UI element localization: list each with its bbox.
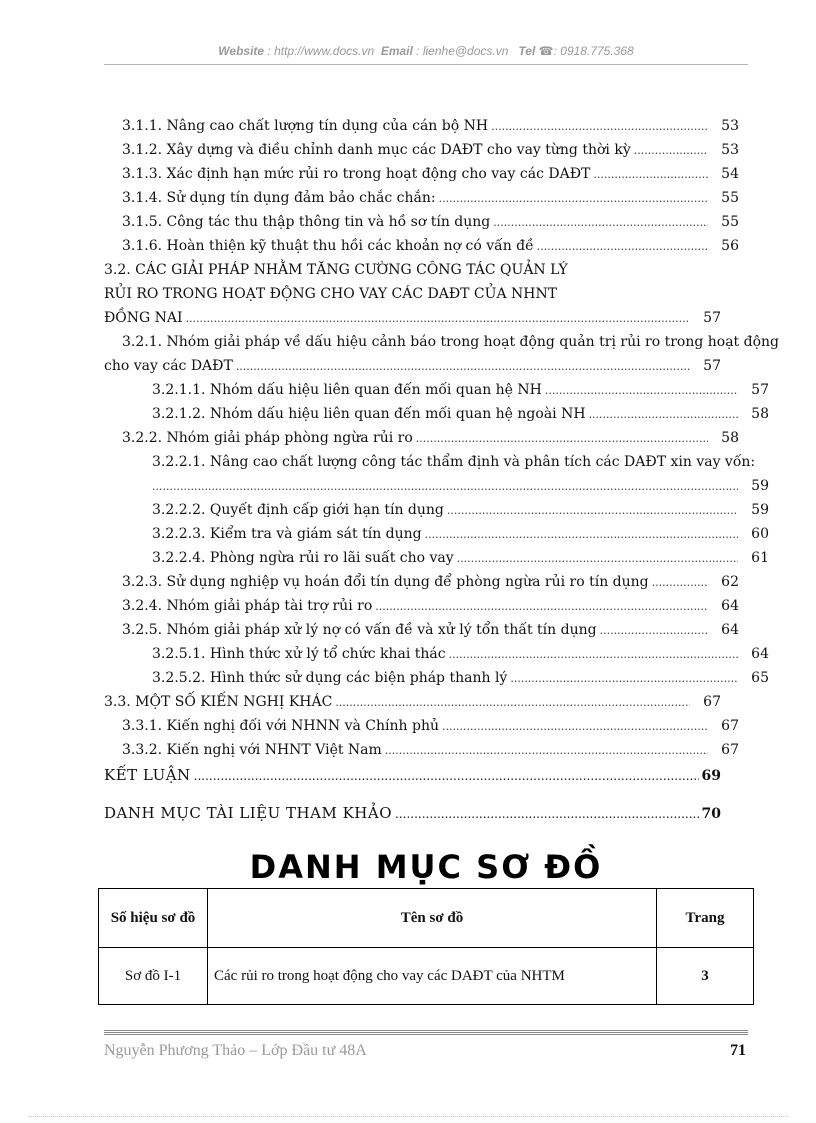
toc-leader [447, 502, 738, 518]
toc-entry [104, 622, 739, 646]
toc-entry-text: 3.3. MỘT SỐ KIẾN NGHỊ KHÁC [104, 694, 333, 710]
toc-leader [442, 718, 708, 734]
toc-entry-page: 59 [751, 478, 769, 494]
figures-section-title: DANH MỤC SƠ ĐỒ [249, 848, 603, 886]
toc-leader [395, 804, 699, 822]
toc-entry-page: 64 [721, 598, 739, 614]
toc-leader [589, 406, 738, 422]
website-label: Website [218, 44, 265, 58]
toc-leader [634, 142, 708, 158]
toc-entry-text: 3.2.3. Sử dụng nghiệp vụ hoán đổi tín dụng để phòng ngừa rủi ro tín dụng [122, 574, 649, 590]
toc-leader [385, 742, 708, 758]
footer-page-number: 71 [730, 1042, 746, 1059]
toc-entry-page: 64 [751, 646, 769, 662]
website-value: : http://www.docs.vn [267, 44, 375, 58]
toc-leader [449, 646, 738, 662]
toc-entry [104, 214, 739, 238]
toc-entry-text: 3.1.3. Xác định hạn mức rủi ro trong hoạt động cho vay các DAĐT [122, 166, 591, 182]
toc-entry-text-line1: 3.2.2.1. Nâng cao chất lượng công tác thẩm định và phân tích các DAĐT xin vay vốn: [152, 454, 756, 470]
toc-entry-references [104, 804, 721, 842]
toc-entry [104, 142, 739, 166]
toc-leader [600, 622, 708, 638]
toc-leader [375, 598, 708, 614]
toc-leader [537, 238, 708, 254]
toc-entry [104, 430, 739, 454]
toc-entry-conclusion [104, 766, 721, 804]
toc-entry [104, 166, 739, 190]
toc-entry-page: 53 [721, 142, 739, 158]
toc-entry-page: 62 [721, 574, 739, 590]
email-value: : lienhe@docs.vn [416, 44, 509, 58]
column-header-figure-id: Số hiệu sơ đồ [99, 889, 208, 948]
toc-entry-text-line3: ĐỒNG NAI [104, 310, 183, 326]
toc-entry [104, 526, 769, 550]
toc-entry-page: 70 [701, 806, 721, 822]
toc-leader [493, 214, 708, 230]
toc-leader [457, 550, 738, 566]
figure-name-cell: Các rủi ro trong hoạt động cho vay các DAĐT của NHTM [208, 948, 657, 1005]
toc-entry-text: 3.2.5.2. Hình thức sử dụng các biện pháp thanh lý [152, 670, 508, 686]
toc-entry-page: 57 [703, 310, 721, 326]
toc-entry-text: 3.2.5. Nhóm giải pháp xử lý nợ có vấn đề và xử lý tổn thất tín dụng [122, 622, 597, 638]
toc-entry [104, 574, 739, 598]
toc-entry-text: 3.2.2.2. Quyết định cấp giới hạn tín dụng [152, 502, 444, 518]
figure-id-cell: Sơ đồ I-1 [99, 948, 208, 1005]
toc-entry [104, 310, 721, 334]
toc-leader [439, 190, 708, 206]
toc-entry-text: 3.1.6. Hoàn thiện kỹ thuật thu hồi các khoản nợ có vấn đề [122, 238, 534, 254]
toc-entry-text: 3.1.4. Sử dụng tín dụng đảm bảo chắc chắn: [122, 190, 436, 206]
tel-label: Tel [518, 44, 536, 58]
column-header-figure-name: Tên sơ đồ [208, 889, 657, 948]
page-edge [28, 1116, 788, 1117]
column-header-page: Trang [657, 889, 754, 948]
toc-entry-page: 67 [721, 718, 739, 734]
toc-entry [104, 718, 739, 742]
toc-leader [186, 310, 690, 326]
tel-value: ☎: 0918.775.368 [538, 44, 634, 58]
toc-leader [236, 358, 690, 374]
toc-leader [425, 526, 738, 542]
toc-entry [104, 118, 739, 142]
toc-entry-multiline [104, 262, 776, 286]
email-label: Email [380, 44, 413, 58]
toc-entry-text: 3.2.5.1. Hình thức xử lý tổ chức khai thác [152, 646, 446, 662]
toc-entry-page: 69 [701, 768, 721, 784]
toc-entry-page: 59 [751, 502, 769, 518]
toc-entry [104, 694, 721, 718]
toc-entry-text: 3.1.5. Công tác thu thập thông tin và hồ sơ tín dụng [122, 214, 491, 230]
toc-entry-text: 3.1.2. Xây dựng và điều chỉnh danh mục các DAĐT cho vay từng thời kỳ [122, 142, 631, 158]
toc-entry-page: 65 [751, 670, 769, 686]
toc-entry-page: 55 [721, 190, 739, 206]
toc-entry-multiline [104, 286, 776, 310]
toc-entry-page: 57 [703, 358, 721, 374]
toc-entry-page: 60 [751, 526, 769, 542]
toc-entry-page: 53 [721, 118, 739, 134]
table-header-row [99, 889, 754, 948]
toc-leader [545, 382, 738, 398]
toc-entry [104, 742, 739, 766]
figures-table [98, 888, 754, 1005]
toc-leader [652, 574, 708, 590]
toc-entry-page: 57 [751, 382, 769, 398]
toc-entry [104, 358, 721, 382]
toc-leader [194, 766, 699, 784]
toc-entry-page: 56 [721, 238, 739, 254]
toc-entry-text: 3.2.2. Nhóm giải pháp phòng ngừa rủi ro [122, 430, 413, 446]
figure-page-cell: 3 [657, 948, 754, 1005]
page-header [104, 44, 748, 58]
toc-entry-text-line2: RỦI RO TRONG HOẠT ĐỘNG CHO VAY CÁC DAĐT CỦA NHNT [104, 286, 558, 302]
table-row [99, 948, 754, 1005]
toc-entry-text-line2: cho vay các DAĐT [104, 358, 233, 374]
toc-entry-page: 58 [721, 430, 739, 446]
toc-entry [104, 382, 769, 406]
toc-entry [104, 598, 739, 622]
toc-entry-page: 67 [721, 742, 739, 758]
toc-leader [510, 670, 738, 686]
toc-entry-page: 61 [751, 550, 769, 566]
toc-entry-page: 58 [751, 406, 769, 422]
toc-leader [152, 478, 738, 494]
toc-leader [491, 118, 708, 134]
toc-entry-text-line1: 3.2. CÁC GIẢI PHÁP NHẰM TĂNG CƯỜNG CÔNG TÁC QUẢN LÝ [104, 262, 568, 278]
toc-leader [335, 694, 690, 710]
toc-entry-text: 3.1.1. Nâng cao chất lượng tín dụng của cán bộ NH [122, 118, 489, 134]
toc-entry-text: 3.2.1.1. Nhóm dấu hiệu liên quan đến mối quan hệ NH [152, 382, 542, 398]
toc-entry-text: 3.2.1.2. Nhóm dấu hiệu liên quan đến mối quan hệ ngoài NH [152, 406, 586, 422]
toc-entry-text: 3.2.2.4. Phòng ngừa rủi ro lãi suất cho vay [152, 550, 454, 566]
toc-entry-text: 3.2.4. Nhóm giải pháp tài trợ rủi ro [122, 598, 373, 614]
header-rule [104, 64, 748, 65]
toc-entry [104, 550, 769, 574]
toc-leader [416, 430, 708, 446]
toc-entry-text: 3.3.2. Kiến nghị với NHNT Việt Nam [122, 742, 382, 758]
toc-entry-page: 54 [721, 166, 739, 182]
footer-author: Nguyễn Phương Thảo – Lớp Đầu tư 48A [104, 1042, 367, 1059]
table-of-contents [104, 118, 780, 842]
toc-entry-page: 67 [703, 694, 721, 710]
toc-entry [104, 478, 769, 502]
toc-entry [104, 406, 769, 430]
toc-entry [104, 238, 739, 262]
toc-entry [104, 670, 769, 694]
toc-leader [593, 166, 708, 182]
toc-entry-text: 3.3.1. Kiến nghị đối với NHNN và Chính phủ [122, 718, 439, 734]
toc-entry [104, 190, 739, 214]
toc-entry-text: KẾT LUẬN [104, 766, 191, 784]
toc-entry-text: 3.2.2.3. Kiểm tra và giám sát tín dụng [152, 526, 422, 542]
toc-entry-text-line1: 3.2.1. Nhóm giải pháp về dấu hiệu cảnh báo trong hoạt động quản trị rủi ro trong hoạt động [122, 334, 780, 350]
toc-entry-multiline [104, 454, 816, 478]
toc-entry-multiline [104, 334, 794, 358]
toc-entry [104, 646, 769, 670]
toc-entry-page: 64 [721, 622, 739, 638]
footer-rule [104, 1030, 748, 1035]
toc-entry-page: 55 [721, 214, 739, 230]
toc-entry-text: DANH MỤC TÀI LIỆU THAM KHẢO [104, 804, 392, 822]
toc-entry [104, 502, 769, 526]
